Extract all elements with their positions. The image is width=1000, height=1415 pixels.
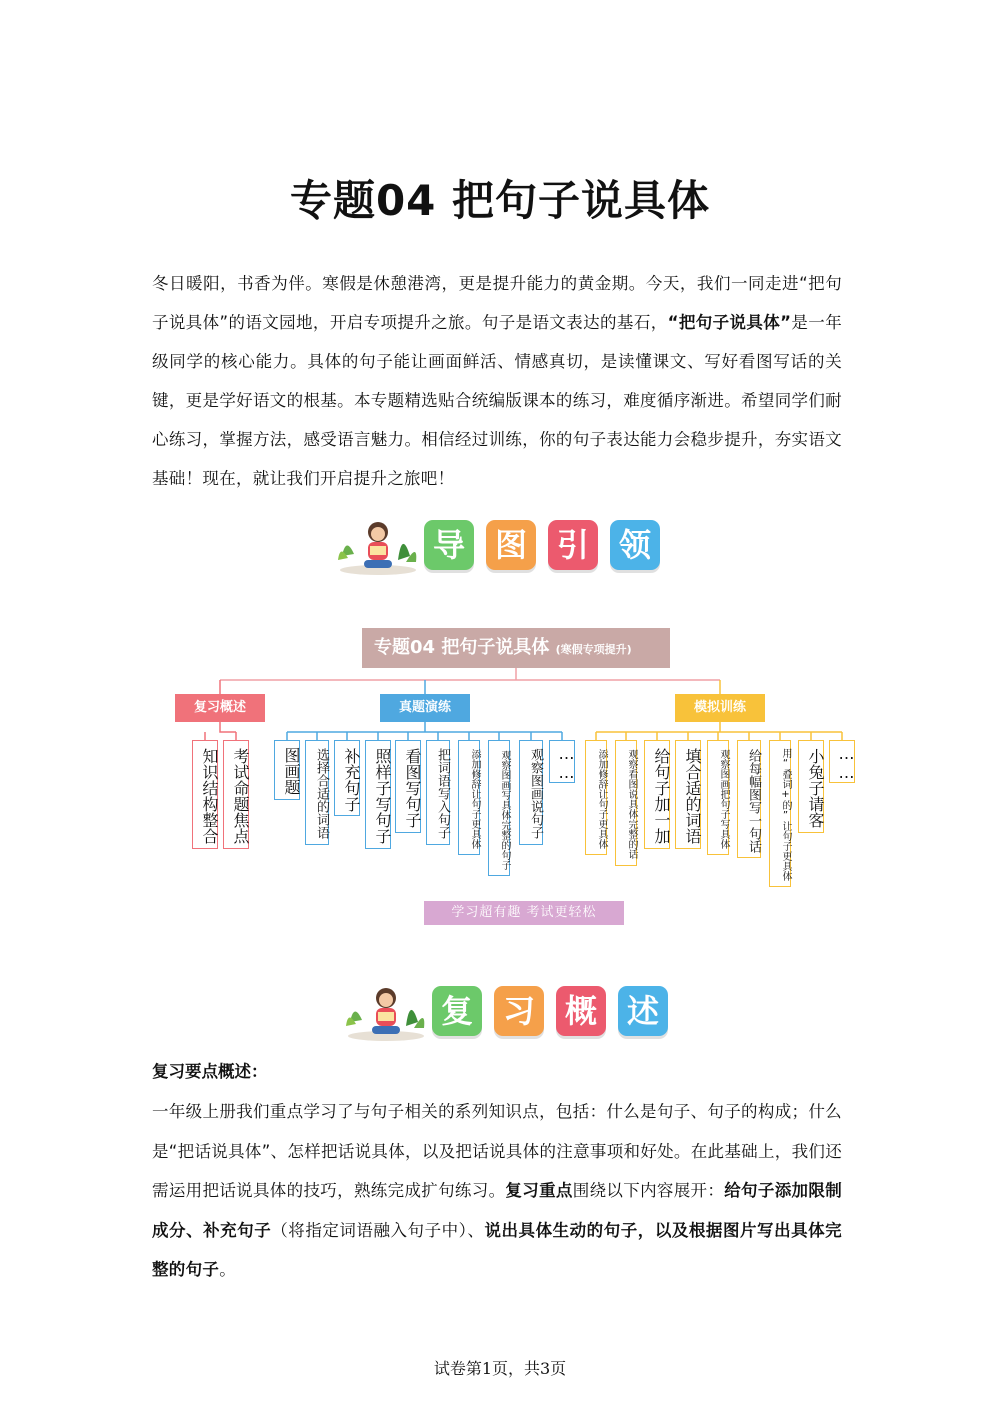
mindmap-leaf-mock-2: 观察看图说具体完整的话 [615, 740, 637, 866]
mindmap-leaf-review-1: 知识结构整合 [192, 740, 218, 849]
mindmap-leaf-real-3: 补充句子 [334, 740, 360, 816]
mindmap-leaf-real-6: 把词语写入句子 [426, 740, 450, 845]
mindmap-leaf-real-5: 看图写句子 [395, 740, 421, 833]
mindmap-leaf-real-7: 添加修辞让句子更具体 [458, 740, 480, 855]
mindmap-footer: 学习超有趣 考试更轻松 [424, 901, 624, 925]
review-heading: 复习要点概述： [152, 1062, 268, 1081]
mindmap-category-real: 真题演练 [380, 694, 470, 722]
banner2-tile-4: 述 [618, 986, 668, 1036]
banner1-tile-4: 领 [610, 520, 660, 570]
banner2-tile-3: 概 [556, 986, 606, 1036]
banner1-tile-2: 图 [486, 520, 536, 570]
review-text-2: 围绕以下内容展开： [572, 1181, 725, 1200]
mindmap-root-title: 专题04 把句子说具体 [374, 637, 550, 658]
reading-girl-icon [344, 982, 428, 1042]
mindmap-leaf-mock-8: 小兔子请客 [798, 740, 824, 833]
mindmap-leaf-real-9: 观察图画说句子 [519, 740, 543, 845]
mindmap-leaf-review-2: 考试命题焦点 [223, 740, 249, 849]
page-footer: 试卷第1页，共3页 [433, 1359, 567, 1378]
banner1-tile-3: 引 [548, 520, 598, 570]
review-text-3: （将指定词语融入句子中）、 [271, 1220, 485, 1240]
review-text-1: 一年级上册我们重点学习了与句子相关的系列知识点，包括：什么是句子、句子的构成；什么是“把话说具体”、怎样把话说具体，以及把话说具体的注意事项和好处。在此基础上，我们还需运用把话说具体的技巧，熟练完成扩句练习。 [152, 1102, 842, 1200]
mindmap-leaf-mock-3: 给句子加一加 [644, 740, 670, 849]
mindmap-category-review: 复习概述 [175, 694, 265, 722]
mindmap-leaf-mock-1: 添加修辞让句子更具体 [585, 740, 607, 855]
review-bold-1: 复习重点 [505, 1181, 573, 1200]
section-banner-review [344, 982, 674, 1042]
page-title: 专题04 把句子说具体 [289, 176, 711, 225]
mindmap-leaf-real-10: …… [549, 740, 575, 783]
review-bold-3: 说出具体生动的句子，以及根据图片写出具体完整的句子 [152, 1220, 842, 1279]
mindmap-leaf-mock-4: 填合适的词语 [675, 740, 701, 849]
intro-bold: “把句子说具体” [667, 313, 792, 332]
intro-text-2: 是一年级同学的核心能力。具体的句子能让画面鲜活、情感真切，是读懂课文、写好看图写话的关键，更是学好语文的根基。本专题精选贴合统编版课本的练习，难度循序渐进。希望同学们耐心练习，掌握方法，感受语言魅力。相信经过训练，你的句子表达能力会稳步提升，夯实语文基础！现在，就让我们开启提升之旅吧！ [152, 313, 842, 488]
intro-text-1: 冬日暖阳，书香为伴。寒假是休憩港湾，更是提升能力的黄金期。今天，我们一同走进“把句子说具体”的语文园地，开启专项提升之旅。句子是语文表达的基石， [152, 274, 842, 332]
mindmap-leaf-real-8: 观察图画写具体完整的句子 [488, 740, 510, 876]
review-text-4: 。 [219, 1260, 237, 1279]
banner2-tile-1: 复 [432, 986, 482, 1036]
mindmap-leaf-real-1: 图画题 [274, 740, 300, 800]
banner1-tile-1: 导 [424, 520, 474, 570]
mindmap-leaf-mock-6: 给每幅图写一句话 [737, 740, 761, 858]
review-paragraph [152, 1092, 842, 1290]
mindmap-root [362, 628, 670, 668]
mindmap-leaf-mock-9: …… [829, 740, 855, 783]
review-bold-2: 给句子添加限制成分、补充句子 [152, 1181, 842, 1240]
mindmap-leaf-mock-7: 用“叠词+的”让句子更具体 [769, 740, 791, 887]
mindmap-category-mock: 模拟训练 [675, 694, 765, 722]
mindmap-leaf-mock-5: 观察图画把句子写具体 [707, 740, 729, 855]
mindmap-leaf-real-2: 选择合适的词语 [305, 740, 329, 845]
mindmap-root-sub: (寒假专项提升) [555, 643, 632, 656]
mindmap-leaf-real-4: 照样子写句子 [365, 740, 391, 849]
banner2-tile-2: 习 [494, 986, 544, 1036]
